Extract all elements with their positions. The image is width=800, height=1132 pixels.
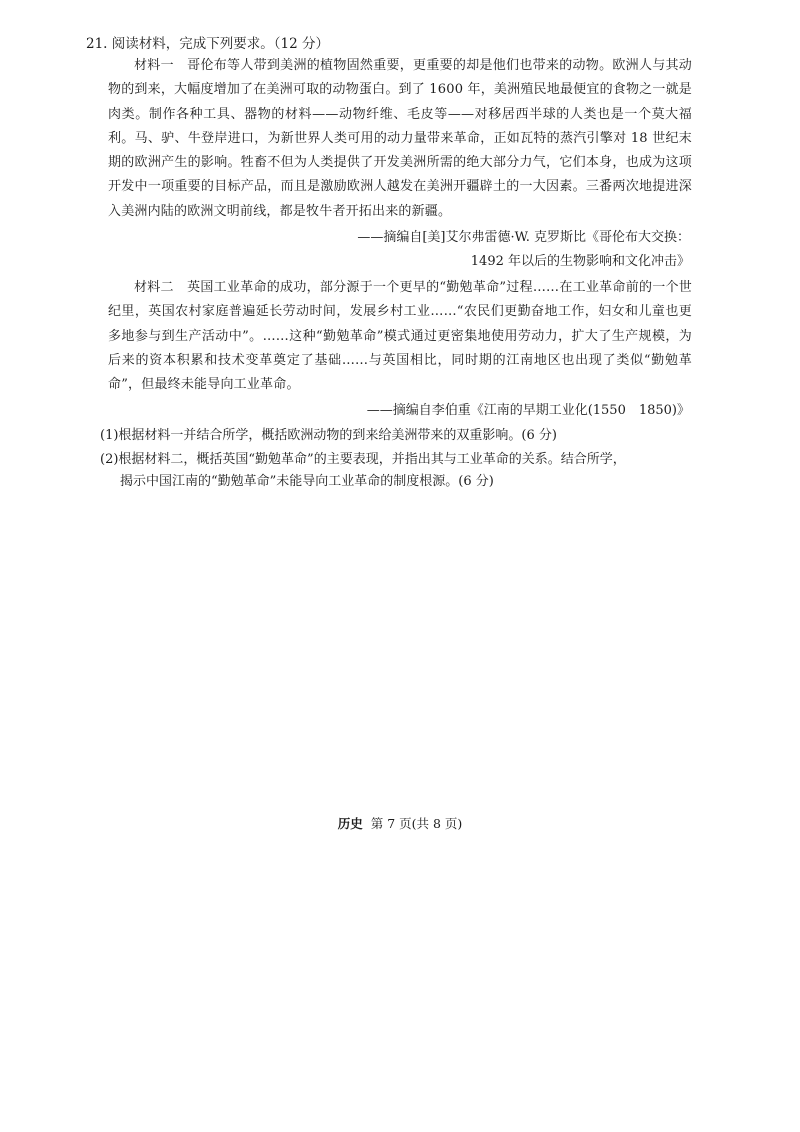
material-one-paragraph	[108, 54, 692, 224]
page-footer	[0, 815, 800, 833]
material-one-source-line2: 1492 年以后的生物影响和文化冲击》	[470, 254, 690, 269]
subquestion-2-line1: (2)根据材料二，概括英国“勤勉革命”的主要表现，并指出其与工业革命的关系。结合所学，	[100, 452, 626, 467]
footer-subject: 历史	[337, 816, 363, 831]
material-two-paragraph	[108, 276, 692, 397]
subquestion-2-line2: 揭示中国江南的“勤勉革命”未能导向工业革命的制度根源。(6 分)	[120, 474, 494, 489]
material-one-source-line1: ——摘编自[美]艾尔弗雷德·W. 克罗斯比《哥伦布大交换：	[357, 230, 690, 245]
subquestion-1	[100, 425, 692, 447]
subquestion-1-text: (1)根据材料一并结合所学，概括欧洲动物的到来给美洲带来的双重影响。(6 分)	[100, 428, 557, 443]
material-one-text: 哥伦布等人带到美洲的植物固然重要，更重要的却是他们也带来的动物。欧洲人与其动物的到来，大幅度增加了在美洲可取的动物蛋白。到了 1600 年，美洲殖民地最便宜的食物之一就是肉类。制作各种工具、器物的材料——动物纤维、毛皮等——对移居西半球的人类也是一个莫大福利。马、驴、牛登岸进口，为新世界人类可用的动力量带来革命，正如瓦特的蒸汽引擎对 18 世纪末期的欧洲产生的影响。牲畜不但为人类提供了开发美洲所需的绝大部分力气，它们本身，也成为这项开发中一项重要的目标产品，而且是激励欧洲人越发在美洲开疆辟土的一大因素。三番两次地提进深入美洲内陆的欧洲文明前线，都是牧牛者开拓出来的新疆。	[108, 58, 693, 219]
material-one-source	[357, 226, 690, 274]
question-header: 21. 阅读材料，完成下列要求。（12 分）	[86, 36, 329, 52]
footer-page-info: 第 7 页(共 8 页)	[370, 816, 463, 831]
material-two-source: ——摘编自李伯重《江南的早期工业化(1550 1850)》	[366, 403, 690, 418]
material-one-label: 材料一	[134, 58, 174, 73]
material-two-text: 英国工业革命的成功，部分源于一个更早的“勤勉革命”过程……在工业革命前的一个世纪里，英国农村家庭普遍延长劳动时间，发展乡村工业……“农民们更勤奋地工作，妇女和儿童也更多地参与到生产活动中”。……这种“勤勉革命”模式通过更密集地使用劳动力，扩大了生产规模，为后来的资本积累和技术变革奠定了基础……与英国相比，同时期的江南地区也出现了类似“勤勉革命”，但最终未能导向工业革命。	[108, 280, 692, 393]
subquestion-2	[100, 449, 692, 493]
material-two-label: 材料二	[134, 280, 174, 295]
